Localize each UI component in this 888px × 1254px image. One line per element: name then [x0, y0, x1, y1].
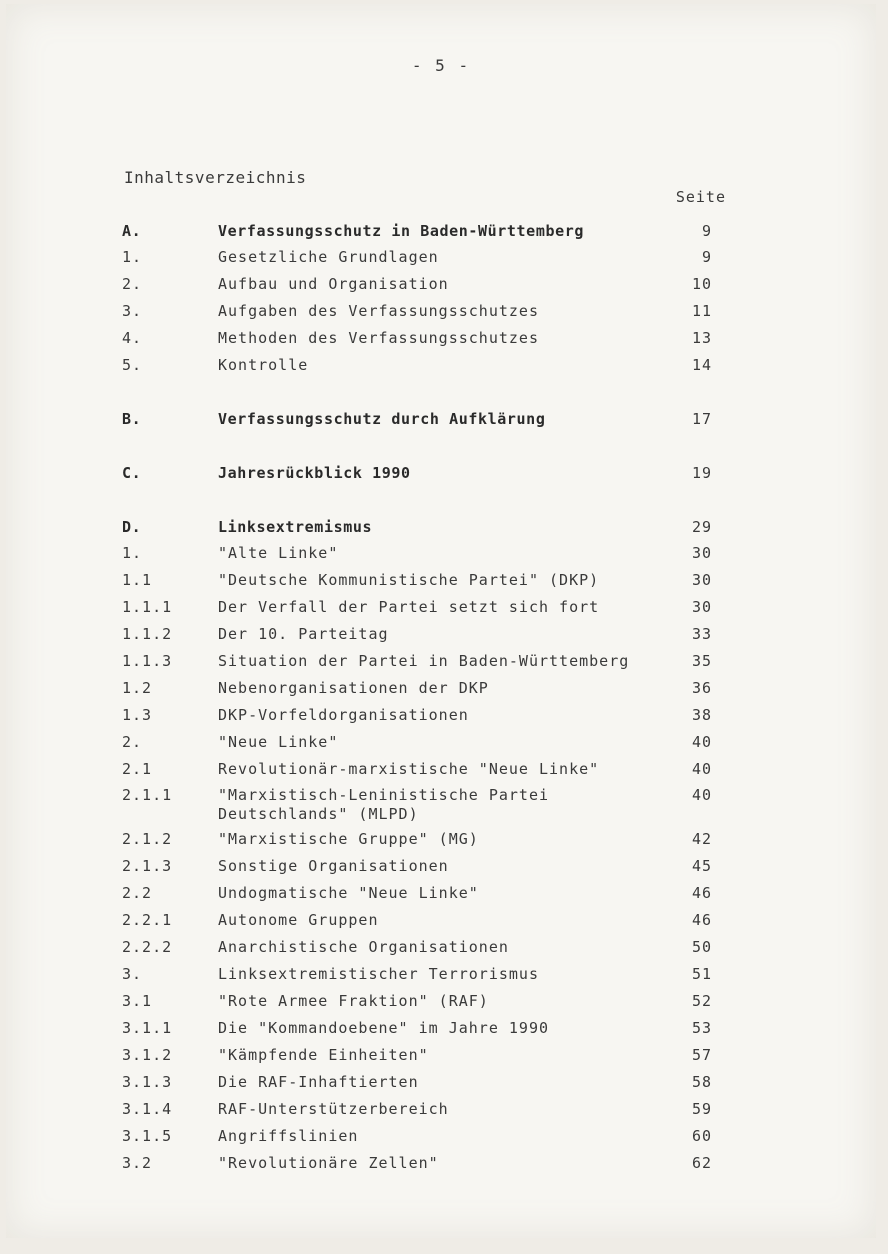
toc-entry-title: "Marxistisch-Leninistische Partei Deutschlands" (MLPD) [218, 786, 550, 823]
toc-entry-title: Undogmatische "Neue Linke" [218, 884, 479, 902]
toc-entry-number: 2. [122, 733, 143, 751]
toc-entry-title: "Alte Linke" [218, 544, 339, 562]
toc-entry-page: 50 [691, 938, 712, 956]
toc-entry-number: 3.1.4 [122, 1100, 173, 1118]
toc-entry-page: 58 [691, 1073, 712, 1091]
toc-entry-title: Methoden des Verfassungsschutzes [218, 329, 539, 347]
toc-entry-page: 51 [691, 965, 712, 983]
toc-entry-page: 10 [691, 275, 712, 293]
toc-entry-title: "Revolutionäre Zellen" [218, 1154, 439, 1172]
toc-entry-number: 2.2.2 [122, 938, 173, 956]
page-column-label: Seite [675, 188, 726, 206]
toc-entry-page: 9 [701, 222, 712, 240]
toc-entry-number: 3. [122, 965, 143, 983]
toc-entry-number: 1.3 [122, 706, 153, 724]
toc-entry-title: Verfassungsschutz durch Aufklärung [218, 410, 546, 428]
toc-entry-number: 1.1.3 [122, 652, 173, 670]
toc-entry-page: 29 [691, 518, 712, 536]
toc-entry-page: 40 [691, 786, 712, 804]
toc-entry-number: 2. [122, 275, 143, 293]
toc-entry-page: 46 [691, 911, 712, 929]
toc-entry-page: 30 [691, 544, 712, 562]
toc-entry-title: Revolutionär-marxistische "Neue Linke" [218, 760, 600, 778]
toc-entry-number: 2.1.3 [122, 857, 173, 875]
toc-entry-title: Der 10. Parteitag [218, 625, 389, 643]
document-page [6, 4, 876, 1238]
toc-entry-page: 46 [691, 884, 712, 902]
toc-entry-title: Die "Kommandoebene" im Jahre 1990 [218, 1019, 550, 1037]
toc-entry-number: 1.1.2 [122, 625, 173, 643]
toc-entry-title: Sonstige Organisationen [218, 857, 449, 875]
toc-entry-title: DKP-Vorfeldorganisationen [218, 706, 469, 724]
toc-entry-number: B. [122, 410, 142, 428]
toc-entry-title: Linksextremismus [218, 518, 373, 536]
toc-entry-number: A. [122, 222, 142, 240]
toc-entry-number: 3.1 [122, 992, 153, 1010]
toc-entry-number: 1. [122, 544, 143, 562]
toc-entry-title: Der Verfall der Partei setzt sich fort [218, 598, 600, 616]
toc-entry-number: 3.1.3 [122, 1073, 173, 1091]
toc-entry-number: 3. [122, 302, 143, 320]
toc-entry-page: 14 [691, 356, 712, 374]
toc-entry-page: 13 [691, 329, 712, 347]
toc-entry-number: 2.1.2 [122, 830, 173, 848]
toc-entry-page: 35 [691, 652, 712, 670]
toc-entry-page: 19 [691, 464, 712, 482]
toc-entry-page: 9 [701, 248, 712, 266]
toc-entry-number: 3.1.2 [122, 1046, 173, 1064]
toc-entry-page: 52 [691, 992, 712, 1010]
toc-entry-number: 2.1.1 [122, 786, 173, 804]
toc-entry-title: Die RAF-Inhaftierten [218, 1073, 419, 1091]
toc-entry-page: 62 [691, 1154, 712, 1172]
toc-entry-number: 1.2 [122, 679, 153, 697]
toc-entry-title: Angriffslinien [218, 1127, 359, 1145]
toc-entry-title: Kontrolle [218, 356, 309, 374]
toc-entry-number: 3.2 [122, 1154, 153, 1172]
toc-entry-title: Situation der Partei in Baden-Württemberg [218, 652, 630, 670]
toc-entry-title: Gesetzliche Grundlagen [218, 248, 439, 266]
toc-entry-title: "Neue Linke" [218, 733, 339, 751]
table-of-contents [6, 4, 876, 1238]
toc-entry-number: 3.1.1 [122, 1019, 173, 1037]
page-number: - 5 - [411, 56, 471, 75]
toc-entry-page: 40 [691, 760, 712, 778]
toc-entry-title: Linksextremistischer Terrorismus [218, 965, 539, 983]
toc-entry-number: 3.1.5 [122, 1127, 173, 1145]
toc-entry-page: 60 [691, 1127, 712, 1145]
toc-entry-title: "Marxistische Gruppe" (MG) [218, 830, 479, 848]
toc-entry-page: 42 [691, 830, 712, 848]
toc-entry-page: 38 [691, 706, 712, 724]
toc-entry-title: Aufgaben des Verfassungsschutzes [218, 302, 539, 320]
toc-entry-title: Aufbau und Organisation [218, 275, 449, 293]
toc-entry-page: 40 [691, 733, 712, 751]
toc-entry-page: 17 [691, 410, 712, 428]
toc-entry-number: 4. [122, 329, 143, 347]
toc-entry-title: Autonome Gruppen [218, 911, 379, 929]
toc-entry-number: 2.1 [122, 760, 153, 778]
toc-entry-page: 11 [691, 302, 712, 320]
toc-entry-title: Jahresrückblick 1990 [218, 464, 411, 482]
toc-entry-page: 45 [691, 857, 712, 875]
toc-entry-number: 1.1 [122, 571, 153, 589]
toc-entry-number: C. [122, 464, 142, 482]
toc-entry-title: Nebenorganisationen der DKP [218, 679, 489, 697]
toc-entry-page: 57 [691, 1046, 712, 1064]
toc-entry-page: 33 [691, 625, 712, 643]
toc-entry-title: Verfassungsschutz in Baden-Württemberg [218, 222, 584, 240]
toc-entry-number: 1. [122, 248, 143, 266]
toc-entry-title: RAF-Unterstützerbereich [218, 1100, 449, 1118]
toc-entry-title: "Rote Armee Fraktion" (RAF) [218, 992, 489, 1010]
toc-heading: Inhaltsverzeichnis [124, 168, 307, 187]
toc-entry-page: 59 [691, 1100, 712, 1118]
toc-entry-number: D. [122, 518, 142, 536]
toc-entry-title: "Deutsche Kommunistische Partei" (DKP) [218, 571, 600, 589]
toc-entry-title: "Kämpfende Einheiten" [218, 1046, 429, 1064]
toc-entry-page: 30 [691, 571, 712, 589]
toc-entry-number: 2.2.1 [122, 911, 173, 929]
toc-entry-page: 30 [691, 598, 712, 616]
toc-entry-number: 1.1.1 [122, 598, 173, 616]
toc-entry-number: 2.2 [122, 884, 153, 902]
toc-entry-number: 5. [122, 356, 143, 374]
toc-entry-page: 36 [691, 679, 712, 697]
toc-entry-page: 53 [691, 1019, 712, 1037]
toc-entry-title: Anarchistische Organisationen [218, 938, 509, 956]
